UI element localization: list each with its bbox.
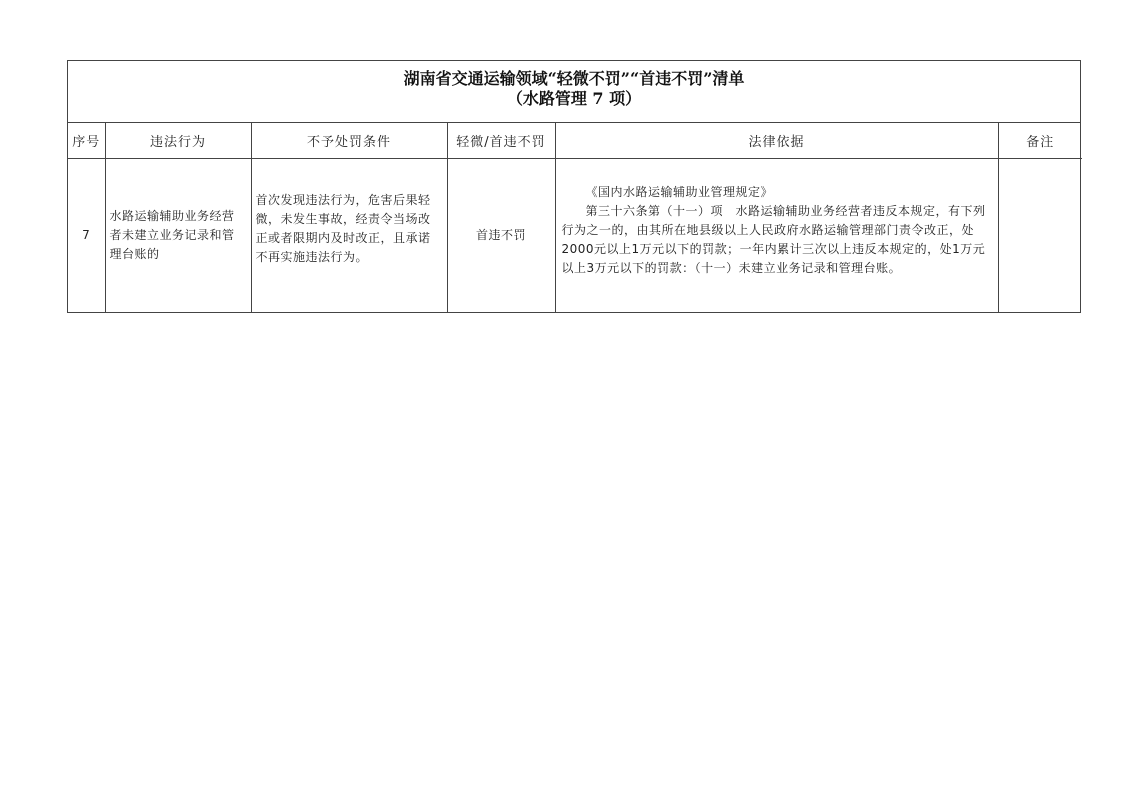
header-act: 违法行为 <box>105 123 251 158</box>
condition-text: 首次发现违法行为，危害后果轻微，未发生事故，经责令当场改正或者限期内及时改正，且承诺不再实施违法行为。 <box>255 192 431 264</box>
basis-title: 《国内水路运输辅助业管理规定》 <box>585 184 774 199</box>
cell-basis <box>555 158 998 312</box>
table-subtitle: （水路管理 7 项） <box>506 89 642 108</box>
header-remark: 备注 <box>998 123 1082 158</box>
cell-seq: 7 <box>68 158 105 312</box>
regulation-table-sheet <box>67 60 1081 313</box>
cell-condition <box>251 158 447 312</box>
cell-act: 水路运输辅助业务经营者未建立业务记录和管理台账的 <box>105 158 251 312</box>
header-condition: 不予处罚条件 <box>251 123 447 158</box>
table-header-row <box>68 123 1082 158</box>
header-seq: 序号 <box>68 123 105 158</box>
cell-kind: 首违不罚 <box>447 158 555 312</box>
header-basis: 法律依据 <box>555 123 998 158</box>
table-title: 湖南省交通运输领域“轻微不罚”“首违不罚”清单 <box>403 69 745 88</box>
table-row <box>68 158 1082 312</box>
penalty-exemption-table <box>68 123 1082 312</box>
header-kind: 轻微/首违不罚 <box>447 123 555 158</box>
basis-body: 第三十六条第（十一）项 水路运输辅助业务经营者违反本规定，有下列行为之一的，由其所在地县级以上人民政府水路运输管理部门责令改正，处2000元以上1万元以下的罚款；一年内累计三次以上违反本规定的，处1万元以上3万元以下的罚款：（十一）未建立业务记录和管理台账。 <box>561 203 986 275</box>
cell-remark <box>998 158 1082 312</box>
table-title-block <box>68 61 1080 123</box>
